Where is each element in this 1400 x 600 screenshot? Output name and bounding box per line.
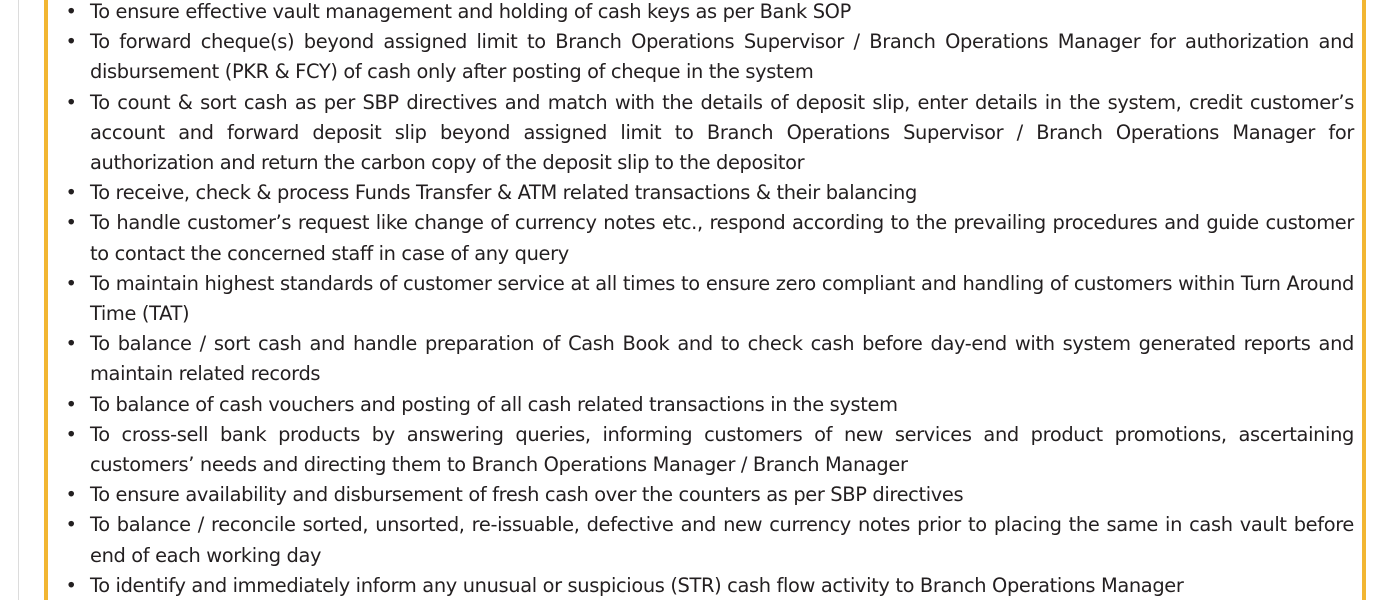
duty-text: To receive, check & process Funds Transfer & ATM related transactions & their balancing	[90, 181, 917, 205]
duty-text: To identify and immediately inform any unusual or suspicious (STR) cash flow activity to Branch Operations Manager	[90, 573, 1184, 597]
duty-text: To count & sort cash as per SBP directives and match with the details of deposit slip, enter details in the system, credit customer’s account and forward deposit slip beyond assigned limit to Branch Operations Supervisor / Branch Operations Manager for authorization and return the carbon copy of the deposit slip to the depositor	[90, 90, 1354, 175]
bullet-icon: •	[65, 392, 77, 416]
bullet-icon: •	[65, 483, 77, 507]
duty-item	[65, 510, 1354, 570]
job-duties-list	[65, 0, 1354, 600]
duty-item	[65, 390, 1354, 420]
duty-text: To ensure effective vault management and holding of cash keys as per Bank SOP	[90, 0, 851, 23]
duty-item	[65, 269, 1354, 329]
bullet-icon: •	[65, 181, 77, 205]
duty-item	[65, 88, 1354, 179]
bullet-icon: •	[65, 513, 77, 537]
duty-item	[65, 27, 1354, 87]
bullet-icon: •	[65, 271, 77, 295]
duty-item	[65, 208, 1354, 268]
duty-text: To maintain highest standards of customer service at all times to ensure zero compliant and handling of customers within Turn Around Time (TAT)	[90, 271, 1354, 326]
bullet-icon: •	[65, 0, 77, 23]
duty-item	[65, 420, 1354, 480]
duty-item	[65, 329, 1354, 389]
bullet-icon: •	[65, 90, 77, 114]
bullet-icon: •	[65, 30, 77, 54]
duty-text: To balance / reconcile sorted, unsorted, re-issuable, defective and new currency notes prior to placing the same in cash vault before end of each working day	[90, 513, 1354, 567]
duty-text: To handle customer’s request like change of currency notes etc., respond according to the prevailing procedures and guide customer to contact the concerned staff in case of any query	[90, 211, 1354, 265]
page-edge-line	[18, 0, 19, 600]
bullet-icon: •	[65, 422, 77, 446]
duty-item	[65, 0, 1354, 27]
duty-text: To cross-sell bank products by answering queries, informing customers of new services and product promotions, ascertaining customers’ needs and directing them to Branch Operations Manager / Branch Manager	[90, 422, 1354, 477]
bullet-icon: •	[65, 332, 77, 356]
duty-text: To forward cheque(s) beyond assigned limit to Branch Operations Supervisor / Branch Operations Manager for authorization and disbursement (PKR & FCY) of cash only after posting of cheque in the system	[90, 30, 1354, 84]
duty-item	[65, 178, 1354, 208]
bullet-icon: •	[65, 573, 77, 597]
duty-text: To ensure availability and disbursement of fresh cash over the counters as per SBP directives	[90, 483, 964, 507]
duty-text: To balance / sort cash and handle preparation of Cash Book and to check cash before day-end with system generated reports and maintain related records	[90, 332, 1354, 386]
duty-text: To balance of cash vouchers and posting of all cash related transactions in the system	[90, 392, 898, 416]
duty-item	[65, 571, 1354, 600]
duty-item	[65, 480, 1354, 510]
bullet-icon: •	[65, 211, 77, 235]
